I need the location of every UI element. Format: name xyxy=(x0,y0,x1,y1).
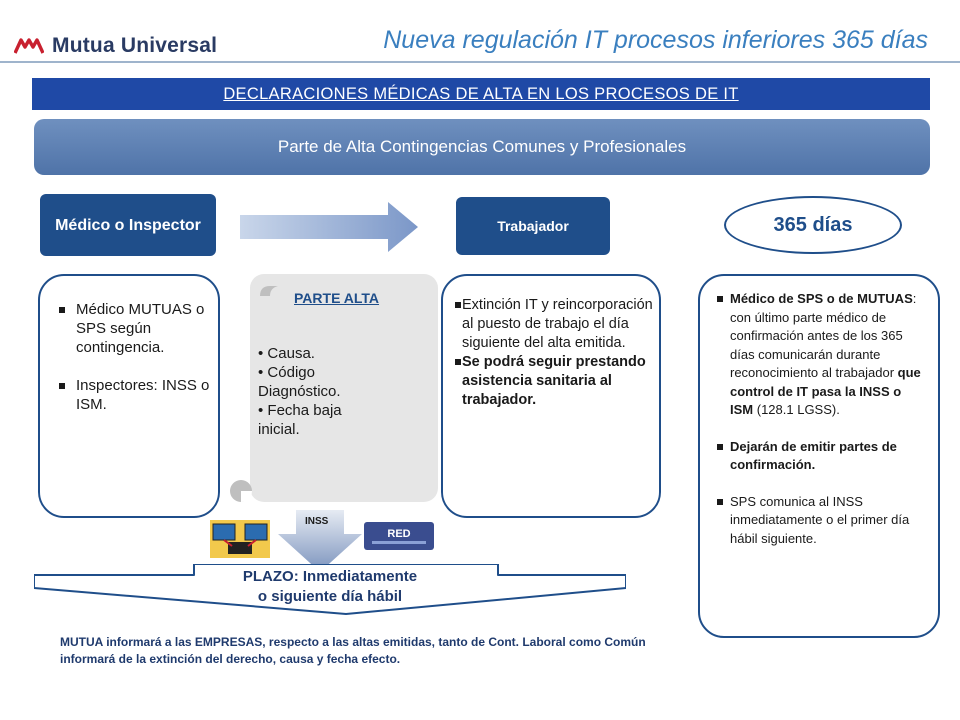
page-curl-icon xyxy=(258,284,280,298)
list-item xyxy=(456,296,656,353)
trabajador-item-text: Se podrá seguir prestando asistencia sanitaria al trabajador. xyxy=(462,354,646,408)
list-item: • Causa. xyxy=(258,345,315,362)
medico-list xyxy=(62,300,212,433)
parte-alta-title: PARTE ALTA xyxy=(294,290,380,306)
parte-alta-item: Fecha baja inicial. xyxy=(258,402,342,438)
section-bar xyxy=(32,78,930,110)
rule-item-text: (128.1 LGSS). xyxy=(753,402,840,417)
list-item xyxy=(718,493,924,549)
list-item xyxy=(718,290,924,420)
trabajador-list xyxy=(456,296,656,410)
days-oval xyxy=(724,196,902,254)
list-item: • Código Diagnóstico. xyxy=(258,364,341,400)
rule-item-text: : con último parte médico de confirmación antes de los 365 días comunicarán durante reconocimiento al trabajador xyxy=(730,291,917,380)
list-item xyxy=(62,300,212,357)
footer-note: MUTUA informará a las EMPRESAS, respecto a las altas emitidas, tanto de Cont. Laboral como Común informará de la extinción del derecho, causa y fecha efecto. xyxy=(60,635,646,666)
flow-arrow-icon xyxy=(240,202,418,252)
header-divider xyxy=(0,61,960,63)
brand-logo xyxy=(14,34,217,58)
role-medico-box: Médico o Inspector xyxy=(40,194,216,256)
rule-item-bold: que control de IT pasa la INSS o ISM xyxy=(730,365,921,417)
trabajador-item-text: Extinción IT y reincorporación al puesto de trabajo el día siguiente del alta emitida. xyxy=(462,297,653,351)
svg-text:RED: RED xyxy=(387,528,411,540)
list-item xyxy=(718,438,924,475)
list-item: • Fecha baja inicial. xyxy=(258,402,342,438)
deadline-line: PLAZO: Inmediatamente xyxy=(242,568,418,585)
parte-alta-item: Causa. xyxy=(267,345,315,362)
list-item xyxy=(456,353,656,410)
role-trabajador-box: Trabajador xyxy=(456,197,610,255)
medico-list-item-text: Inspectores: INSS o ISM. xyxy=(76,377,210,413)
list-item xyxy=(62,376,212,414)
parte-alta-item: Código Diagnóstico. xyxy=(258,364,341,400)
subtitle-band xyxy=(34,119,930,175)
sistema-red-logo-icon xyxy=(364,522,434,550)
days-oval-text: 365 días xyxy=(773,213,853,236)
mutua-logo-icon xyxy=(14,37,44,55)
days-365-list xyxy=(718,290,924,566)
logo-text: Mutua Universal xyxy=(52,34,218,57)
computer-network-icon xyxy=(210,520,270,558)
rule-item-bold: Médico de SPS o de MUTUAS xyxy=(730,291,913,306)
deadline-line: o siguiente día hábil xyxy=(257,588,403,605)
inss-label: INSS xyxy=(305,516,329,527)
medico-list-item-text: Médico MUTUAS o SPS según contingencia. xyxy=(76,301,205,356)
subtitle-band-text: Parte de Alta Contingencias Comunes y Profesionales xyxy=(277,137,687,156)
rule-item-text: SPS comunica al INSS inmediatamente o el primer día hábil siguiente. xyxy=(730,493,910,546)
slide-title: Nueva regulación IT procesos inferiores 365 días xyxy=(383,26,928,54)
page-curl-icon xyxy=(228,478,254,504)
rule-item-text: Dejarán de emitir partes de confirmación. xyxy=(730,438,897,472)
parte-alta-list xyxy=(258,344,386,439)
deadline-text xyxy=(200,567,460,607)
section-title: DECLARACIONES MÉDICAS DE ALTA EN LOS PROCESOS DE IT xyxy=(223,84,739,103)
